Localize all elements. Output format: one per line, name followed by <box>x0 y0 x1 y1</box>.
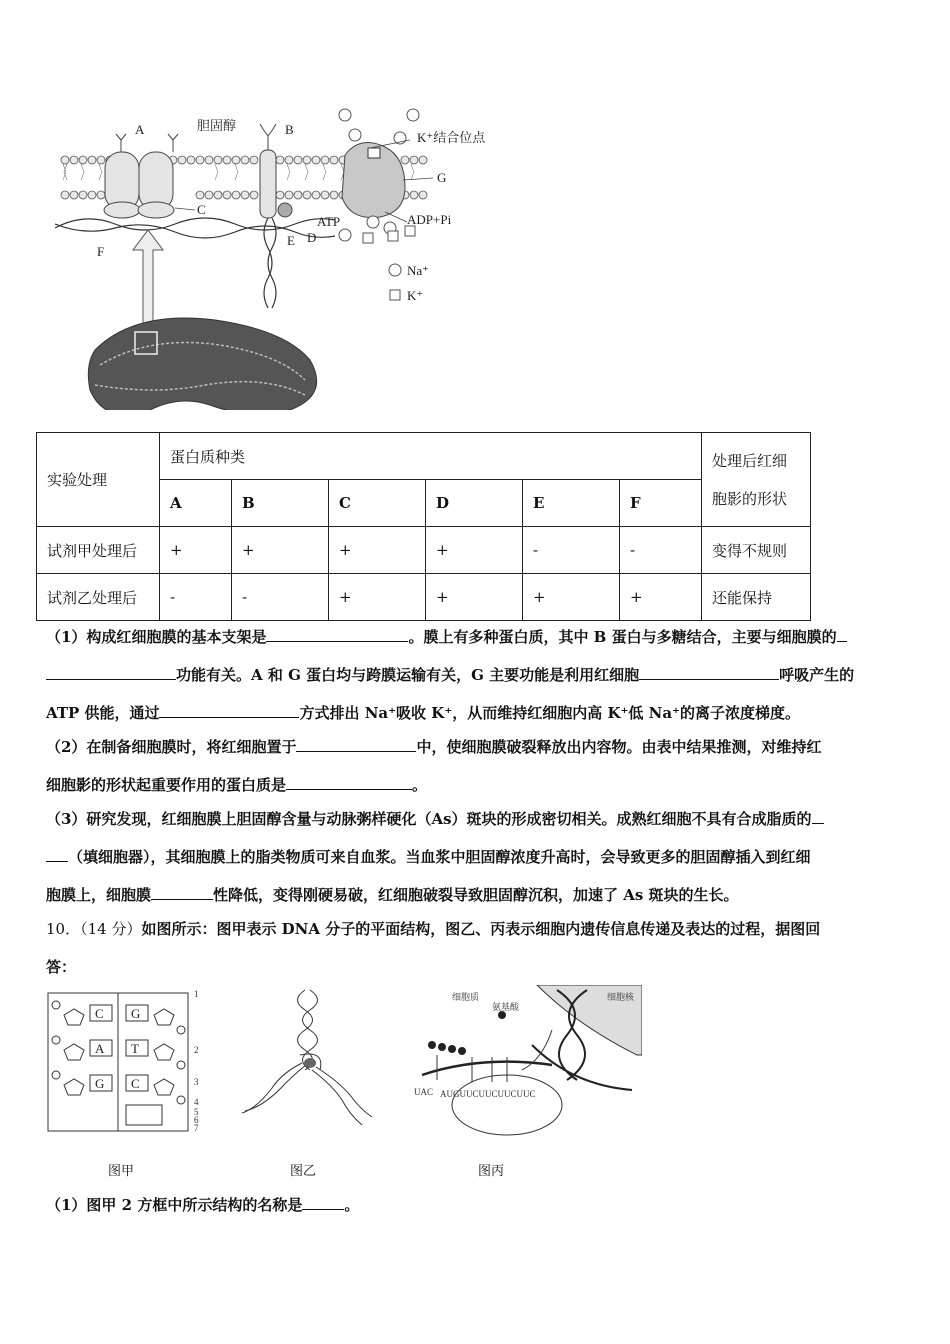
answer-blank[interactable] <box>46 665 176 680</box>
label-k-site: K⁺结合位点 <box>417 130 486 145</box>
answer-blank[interactable] <box>286 775 412 790</box>
q1-part2: 。膜上有多种蛋白质，其中 B 蛋白与多糖结合，主要与细胞膜的 <box>408 628 837 646</box>
cell: + <box>329 574 426 621</box>
col-a: A <box>160 480 232 527</box>
label-f: F <box>97 244 105 259</box>
cytoskeleton-f <box>55 218 335 308</box>
q2-part1: （2）在制备细胞膜时，将红细胞置于 <box>46 738 297 756</box>
q3-part4: 性降低，变得刚硬易破，红细胞破裂导致胆固醇沉积，加速了 As 斑块的生长。 <box>213 886 739 904</box>
figure-yi <box>230 985 380 1135</box>
caption-yi: 图乙 <box>290 1164 317 1179</box>
num-2: 2 <box>194 1045 199 1055</box>
question-10-1 <box>46 1186 908 1224</box>
legend-na: Na⁺ <box>407 263 430 278</box>
header-shape-line1: 处理后红细 <box>712 451 788 470</box>
answer-blank[interactable] <box>302 1195 344 1210</box>
question-3 <box>46 800 908 914</box>
header-protein: 蛋白质种类 <box>160 433 702 480</box>
protein-d <box>278 203 292 217</box>
q1-part4: 呼吸产生的 <box>779 666 855 684</box>
answer-blank[interactable] <box>639 665 779 680</box>
row-shape: 还能保持 <box>702 574 811 621</box>
answer-blank[interactable] <box>266 627 408 642</box>
protein-b <box>260 124 276 218</box>
label-nucleus: 细胞核 <box>607 992 635 1002</box>
cell: + <box>160 527 232 574</box>
protein-a <box>104 134 178 218</box>
cell: - <box>523 527 620 574</box>
q1-part6: 方式排出 Na⁺吸收 K⁺，从而维持红细胞内高 K⁺低 Na⁺的离子浓度梯度。 <box>299 704 800 722</box>
table-row <box>37 527 811 574</box>
cell: + <box>329 527 426 574</box>
num-7: 7 <box>194 1123 199 1133</box>
num-4: 4 <box>194 1097 199 1107</box>
col-f: F <box>620 480 702 527</box>
answer-blank[interactable] <box>159 703 299 718</box>
q10-1-text: （1）图甲 2 方框中所示结构的名称是 <box>46 1196 303 1214</box>
q3-part3: 胞膜上，细胞膜 <box>46 886 152 904</box>
label-mrna: AUGUUCUUCUUCUUC <box>440 1089 536 1099</box>
experiment-table <box>36 432 811 621</box>
answer-blank[interactable] <box>151 885 213 900</box>
num-5: 5 <box>194 1107 199 1117</box>
legend-k: K⁺ <box>407 288 424 303</box>
col-e: E <box>523 480 620 527</box>
base-c-right: C <box>131 1076 140 1091</box>
answer-blank[interactable] <box>812 809 824 824</box>
q1-part5: ATP 供能，通过 <box>46 704 160 722</box>
header-treatment: 实验处理 <box>37 433 160 527</box>
col-c: C <box>329 480 426 527</box>
label-e: E <box>287 233 295 248</box>
protein-g <box>342 143 405 218</box>
cell: + <box>426 527 523 574</box>
cell: - <box>620 527 702 574</box>
label-c: C <box>197 202 206 217</box>
caption-bing: 图丙 <box>478 1164 505 1179</box>
question-10 <box>46 910 908 986</box>
cell: + <box>523 574 620 621</box>
label-anticodon: UAC <box>414 1087 434 1097</box>
q2-part2: 中，使细胞膜破裂释放出内容物。由表中结果推测，对维持红 <box>416 738 822 756</box>
cell: + <box>620 574 702 621</box>
cell: - <box>232 574 329 621</box>
base-c: C <box>95 1006 104 1021</box>
ribosome <box>452 1075 562 1135</box>
row-treatment: 试剂乙处理后 <box>37 574 160 621</box>
cell: - <box>160 574 232 621</box>
base-g: G <box>95 1076 105 1091</box>
q10-text2: 答： <box>46 958 77 976</box>
label-adp: ADP+Pi <box>407 212 452 227</box>
q2-part4: 。 <box>412 776 428 794</box>
question-1 <box>46 618 908 732</box>
membrane-figure <box>55 100 515 410</box>
header-shape <box>702 433 811 527</box>
num-3: 3 <box>194 1077 199 1087</box>
num-1: 1 <box>194 989 199 999</box>
base-g-right: G <box>131 1006 141 1021</box>
figure-bing <box>412 985 642 1140</box>
label-d: D <box>307 230 317 245</box>
col-b: B <box>232 480 329 527</box>
label-g: G <box>437 170 447 185</box>
q1-part3: 功能有关。A 和 G 蛋白均与跨膜运输有关，G 主要功能是利用红细胞 <box>176 666 640 684</box>
q3-part1: （3）研究发现，红细胞膜上胆固醇含量与动脉粥样硬化（As）斑块的形成密切相关。成熟红细胞不具有合成脂质的 <box>46 810 812 828</box>
q3-part2: （填细胞器），其细胞膜上的脂类物质可来自血浆。当血浆中胆固醇浓度升高时，会导致更多的胆固醇插入到红细 <box>68 848 811 866</box>
q10-1-end: 。 <box>344 1196 360 1214</box>
label-cholesterol: 胆固醇 <box>197 118 237 133</box>
col-d: D <box>426 480 523 527</box>
cell: + <box>426 574 523 621</box>
question-2 <box>46 728 908 804</box>
caption-jia: 图甲 <box>108 1164 135 1179</box>
row-treatment: 试剂甲处理后 <box>37 527 160 574</box>
label-atp: ATP <box>317 214 341 229</box>
q10-text1: 如图所示：图甲表示 DNA 分子的平面结构，图乙、丙表示细胞内遗传信息传递及表达的过程，据图回 <box>141 920 821 938</box>
q10-score: （14 分） <box>80 920 142 938</box>
base-a: A <box>95 1041 105 1056</box>
base-t-right: T <box>131 1041 139 1056</box>
answer-blank[interactable] <box>296 737 416 752</box>
q1-part1: （1）构成红细胞膜的基本支架是 <box>46 628 267 646</box>
answer-blank[interactable] <box>46 847 68 862</box>
label-a: A <box>135 122 145 137</box>
answer-blank[interactable] <box>837 627 847 642</box>
red-blood-cell <box>88 318 316 410</box>
num-6: 6 <box>194 1115 199 1125</box>
figure-jia <box>46 985 206 1135</box>
row-shape: 变得不规则 <box>702 527 811 574</box>
table-row <box>37 574 811 621</box>
q2-part3: 细胞影的形状起重要作用的蛋白质是 <box>46 776 287 794</box>
q10-number: 10． <box>46 920 81 938</box>
cell: + <box>232 527 329 574</box>
label-cytoplasm: 细胞质 <box>452 992 480 1002</box>
header-shape-line2: 胞影的形状 <box>712 489 788 508</box>
label-amino-acid: 氨基酸 <box>492 1002 520 1012</box>
label-b: B <box>285 122 294 137</box>
